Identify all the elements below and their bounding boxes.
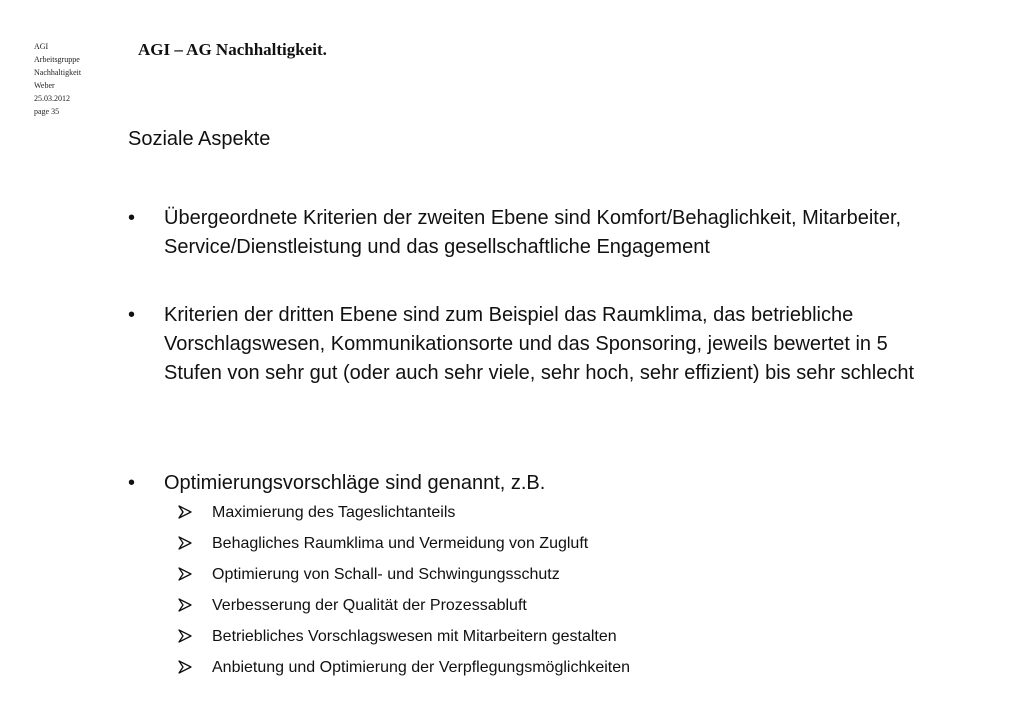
meta-org: AGI — [34, 42, 49, 51]
sub-item-label: Betriebliches Vorschlagswesen mit Mitarbeitern gestalten — [212, 628, 617, 645]
section-title: Soziale Aspekte — [128, 128, 271, 150]
sub-bullet-list — [176, 502, 916, 688]
arrowhead-bullet-icon — [176, 627, 194, 645]
sub-list-item — [176, 533, 916, 564]
meta-date: 25.03.2012 — [34, 94, 70, 103]
sub-item-label: Anbietung und Optimierung der Verpflegungsmöglichkeiten — [212, 659, 631, 676]
bullet-item — [128, 469, 928, 498]
bullet-dot-icon: • — [128, 472, 136, 494]
bullet-dot-icon: • — [128, 304, 136, 326]
meta-page: page 35 — [34, 107, 60, 116]
arrowhead-bullet-icon — [176, 565, 194, 583]
sub-list-item — [176, 626, 916, 657]
sub-list-item — [176, 657, 916, 688]
sub-list-item — [176, 595, 916, 626]
bullet-text: Übergeordnete Kriterien der zweiten Ebene sind Komfort/Behaglichkeit, Mitarbeiter, Service/Dienstleistung und das gesellschaftliche Engagement — [164, 207, 902, 258]
sub-item-label: Verbesserung der Qualität der Prozessabluft — [212, 597, 527, 614]
arrowhead-bullet-icon — [176, 534, 194, 552]
bullet-item — [128, 301, 928, 388]
meta-author: Weber — [34, 81, 55, 90]
slide-header-title: AGI – AG Nachhaltigkeit. — [138, 40, 327, 59]
meta-group: Arbeitsgruppe — [34, 55, 80, 64]
bullet-dot-icon: • — [128, 207, 136, 229]
bullet-text: Kriterien der dritten Ebene sind zum Beispiel das Raumklima, das betriebliche Vorschlagswesen, Kommunikationsorte und das Sponsoring, jeweils bewertet in 5 Stufen von sehr gut (oder auch sehr viele, sehr hoch, sehr effizient) bis sehr schlecht — [164, 304, 915, 384]
arrowhead-bullet-icon — [176, 658, 194, 676]
bullet-text: Optimierungsvorschläge sind genannt, z.B. — [164, 472, 546, 494]
meta-topic: Nachhaltigkeit — [34, 68, 82, 77]
arrowhead-bullet-icon — [176, 503, 194, 521]
sub-list-item — [176, 502, 916, 533]
sub-item-label: Behagliches Raumklima und Vermeidung von Zugluft — [212, 535, 589, 552]
sub-item-label: Optimierung von Schall- und Schwingungsschutz — [212, 566, 560, 583]
arrowhead-bullet-icon — [176, 596, 194, 614]
sub-item-label: Maximierung des Tageslichtanteils — [212, 504, 456, 521]
slide-meta-info — [34, 40, 81, 118]
sub-list-item — [176, 564, 916, 595]
bullet-item — [128, 204, 928, 262]
